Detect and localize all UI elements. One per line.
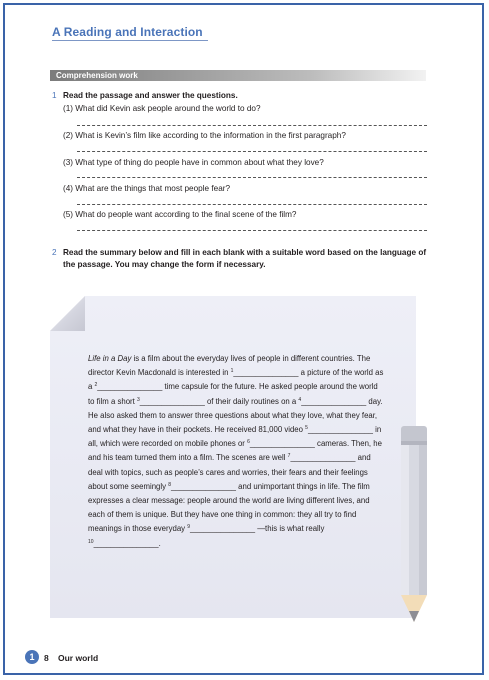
answer-line-1[interactable] [77,125,427,126]
question-1-title: Read the passage and answer the questions. [63,91,238,100]
blank-2[interactable]: _______________ [97,382,163,392]
blank-number-1: 1 [230,368,234,375]
unit-title: Our world [58,653,99,663]
comprehension-bar [50,70,426,81]
blank-5[interactable]: _______________ [307,425,373,435]
blank-6[interactable]: _______________ [249,439,315,449]
summary-text: Life in a Day is a film about the everyday lives of people in different countries. The director Kevin Macdonald is interested in $^1$_______________ a picture of the world as a $^2$_______________ time capsule for the future. He asked people around the world to film a short $^3$_______________ of their daily routines on a $^4$_______________ day. He also asked them to answer three questions about what they love, what they fear, and what they have in their pockets. He received 81,000 video $^5$_______________ in all, which were recorded on mobile phones or $^6$_______________ cameras. Then, he and his team turned them into a film. The scenes are well $^7$_______________ and deal with topics, such as people’s cares and worries, their fears and their feelings about some seemingly $^8$_______________ and unimportant things in life. The film expresses a clear message: people around the world are living different lives, and each of them is unique. But they have one thing in common: they all try to find meanings in those everyday $^9$_______________ —this is what really $^{10}$_______________. [88,354,384,548]
question-2-number: 2 [52,248,57,257]
blank-1[interactable]: _______________ [233,368,299,378]
blank-number-10: 10 [88,538,94,545]
blank-4[interactable]: _______________ [301,396,367,406]
blank-number-9: 9 [187,524,191,531]
answer-line-3[interactable] [77,177,427,178]
film-title: Life in a Day [88,354,132,363]
question-1-item-5: (5) What do people want according to the final scene of the film? [63,210,297,219]
page-number: 8 [44,653,49,663]
blank-number-3: 3 [136,396,140,403]
blank-number-6: 6 [247,439,250,446]
blank-7[interactable]: _______________ [290,453,356,463]
blank-9[interactable]: _______________ [190,524,256,534]
blank-10[interactable]: _______________ [93,538,159,548]
question-2-title: Read the summary below and fill in each blank with a suitable word based on the language of the passage. You may change the form if necessary. [63,248,427,269]
question-1-number: 1 [52,91,57,100]
section-title: A Reading and Interaction [52,25,203,39]
blank-number-4: 4 [298,396,302,403]
question-1-item-4: (4) What are the things that most people fear? [63,184,231,193]
pencil-icon [399,424,429,630]
question-1-item-1: (1) What did Kevin ask people around the world to do? [63,104,261,113]
blank-number-5: 5 [305,425,308,432]
question-1-item-3: (3) What type of thing do people have in common about what they love? [63,158,324,167]
answer-line-2[interactable] [77,151,427,152]
question-1-item-2: (2) What is Kevin’s film like according to the information in the first paragraph? [63,131,346,140]
blank-3[interactable]: _______________ [139,396,205,406]
blank-8[interactable]: _______________ [170,481,237,491]
comprehension-label: Comprehension work [56,71,138,80]
section-title-underline [52,40,208,41]
blank-number-8: 8 [168,481,171,488]
blank-number-7: 7 [287,453,291,460]
answer-line-5[interactable] [77,230,427,231]
unit-number-badge: 1 [25,650,39,664]
answer-line-4[interactable] [77,204,427,205]
blank-number-2: 2 [94,382,98,389]
